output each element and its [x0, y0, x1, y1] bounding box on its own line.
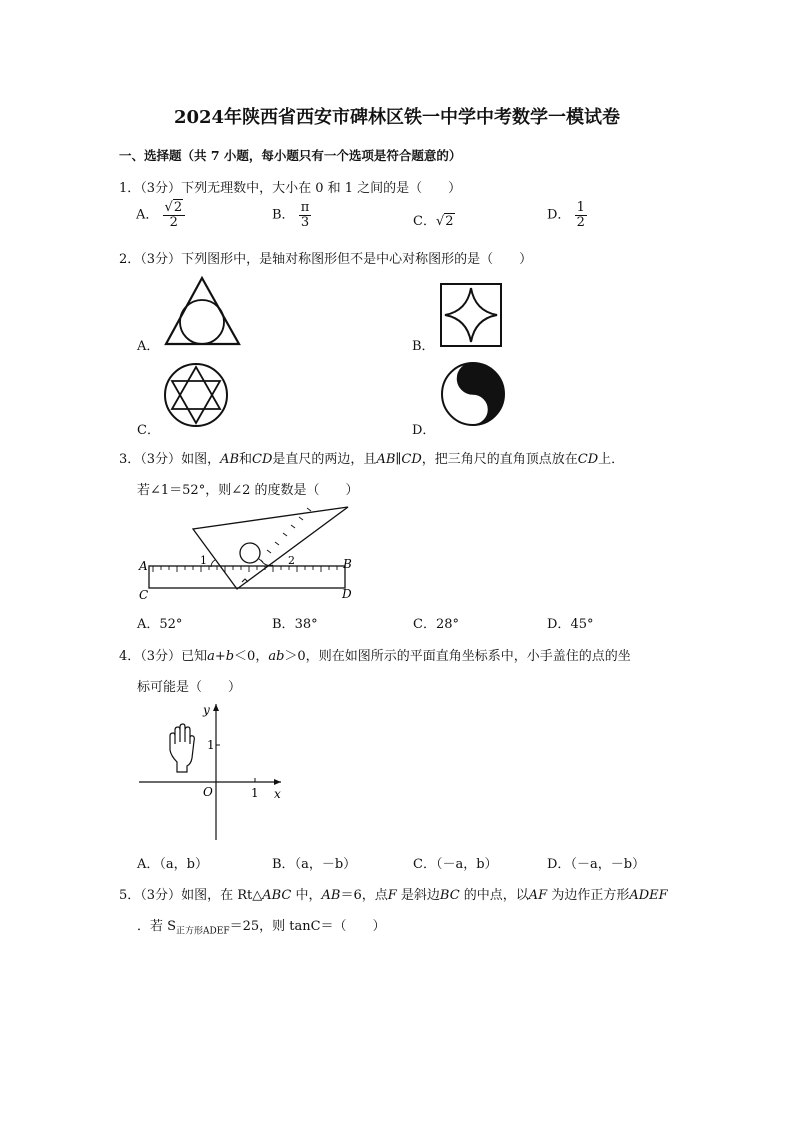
y-axis-label: y — [203, 703, 210, 717]
q2-option-d-label[interactable]: D． — [412, 423, 436, 438]
question-4-stem-line2: 标可能是（ ） — [137, 680, 242, 695]
label-c: C — [139, 588, 149, 602]
label-a: A — [139, 559, 148, 573]
q3-option-a[interactable]: A．52° — [137, 617, 183, 632]
hexagram-circle-figure — [163, 362, 229, 428]
question-3-stem-line1: 3．（3分）如图，AB和CD是直尺的两边，且AB∥CD，把三角尺的直角顶点放在CD上． — [119, 452, 625, 467]
q1-option-a[interactable]: A． $\frac{√2}{2}$ — [136, 201, 185, 229]
section-header: 一、选择题（共 7 小题，每小题只有一个选项是符合题意的） — [119, 148, 462, 163]
q3-option-c[interactable]: C．28° — [413, 617, 459, 632]
origin-label: O — [203, 785, 213, 799]
y-tick-1-label: 1 — [207, 738, 215, 752]
q3-option-d[interactable]: D．45° — [547, 617, 594, 632]
angle-1-label: 1 — [200, 554, 207, 567]
label-b: B — [343, 557, 352, 571]
q4-option-c[interactable]: C．（－a，b） — [413, 857, 498, 872]
q4-option-b[interactable]: B．（a，－b） — [272, 857, 357, 872]
q2-option-a-label[interactable]: A． — [137, 339, 160, 354]
triangle-incircle-figure — [164, 275, 242, 347]
question-1-stem: 1．（3分）下列无理数中，大小在 0 和 1 之间的是（ ） — [119, 181, 462, 196]
yinyang-figure — [440, 361, 506, 427]
x-axis-label: x — [274, 787, 281, 801]
q3-option-b[interactable]: B．38° — [272, 617, 318, 632]
q1-option-b[interactable]: B． $\frac{\pi}{3}$ — [272, 200, 310, 230]
q1-option-c[interactable]: C．√2 — [413, 214, 454, 229]
q4-option-d[interactable]: D．（－a，－b） — [547, 857, 646, 872]
question-3-stem-line2: 若∠1＝52°，则∠2 的度数是（ ） — [137, 483, 359, 498]
question-5-stem-line1: 5．（3分）如图，在 Rt△ABC 中，AB＝6，点F 是斜边BC 的中点，以AF 为边作正方形ADEF — [119, 888, 668, 903]
hand-icon — [170, 724, 194, 772]
ruler-triangle-figure — [135, 502, 360, 600]
q4-option-a[interactable]: A．（a，b） — [137, 857, 208, 872]
label-d: D — [342, 587, 352, 601]
page-title: 2024年陕西省西安市碑林区铁一中学中考数学一模试卷 — [173, 107, 621, 128]
q2-option-c-label[interactable]: C． — [137, 423, 160, 438]
question-4-stem-line1: 4．（3分）已知a+b＜0，ab＞0，则在如图所示的平面直角坐标系中，小手盖住的点的坐 — [119, 649, 631, 664]
q1-option-d[interactable]: D． $\frac{1}{2}$ — [547, 200, 585, 230]
square-star-figure — [440, 283, 502, 347]
angle-2-label: 2 — [288, 554, 295, 567]
question-5-stem-line2: ．若 $S_{正方形ADEF}=25$，则 tanC＝（ ） — [137, 919, 386, 937]
q2-option-b-label[interactable]: B． — [412, 339, 435, 354]
coordinate-plane-figure — [137, 700, 287, 842]
x-tick-1-label: 1 — [251, 786, 259, 800]
question-2-stem: 2．（3分）下列图形中，是轴对称图形但不是中心对称图形的是（ ） — [119, 252, 533, 267]
